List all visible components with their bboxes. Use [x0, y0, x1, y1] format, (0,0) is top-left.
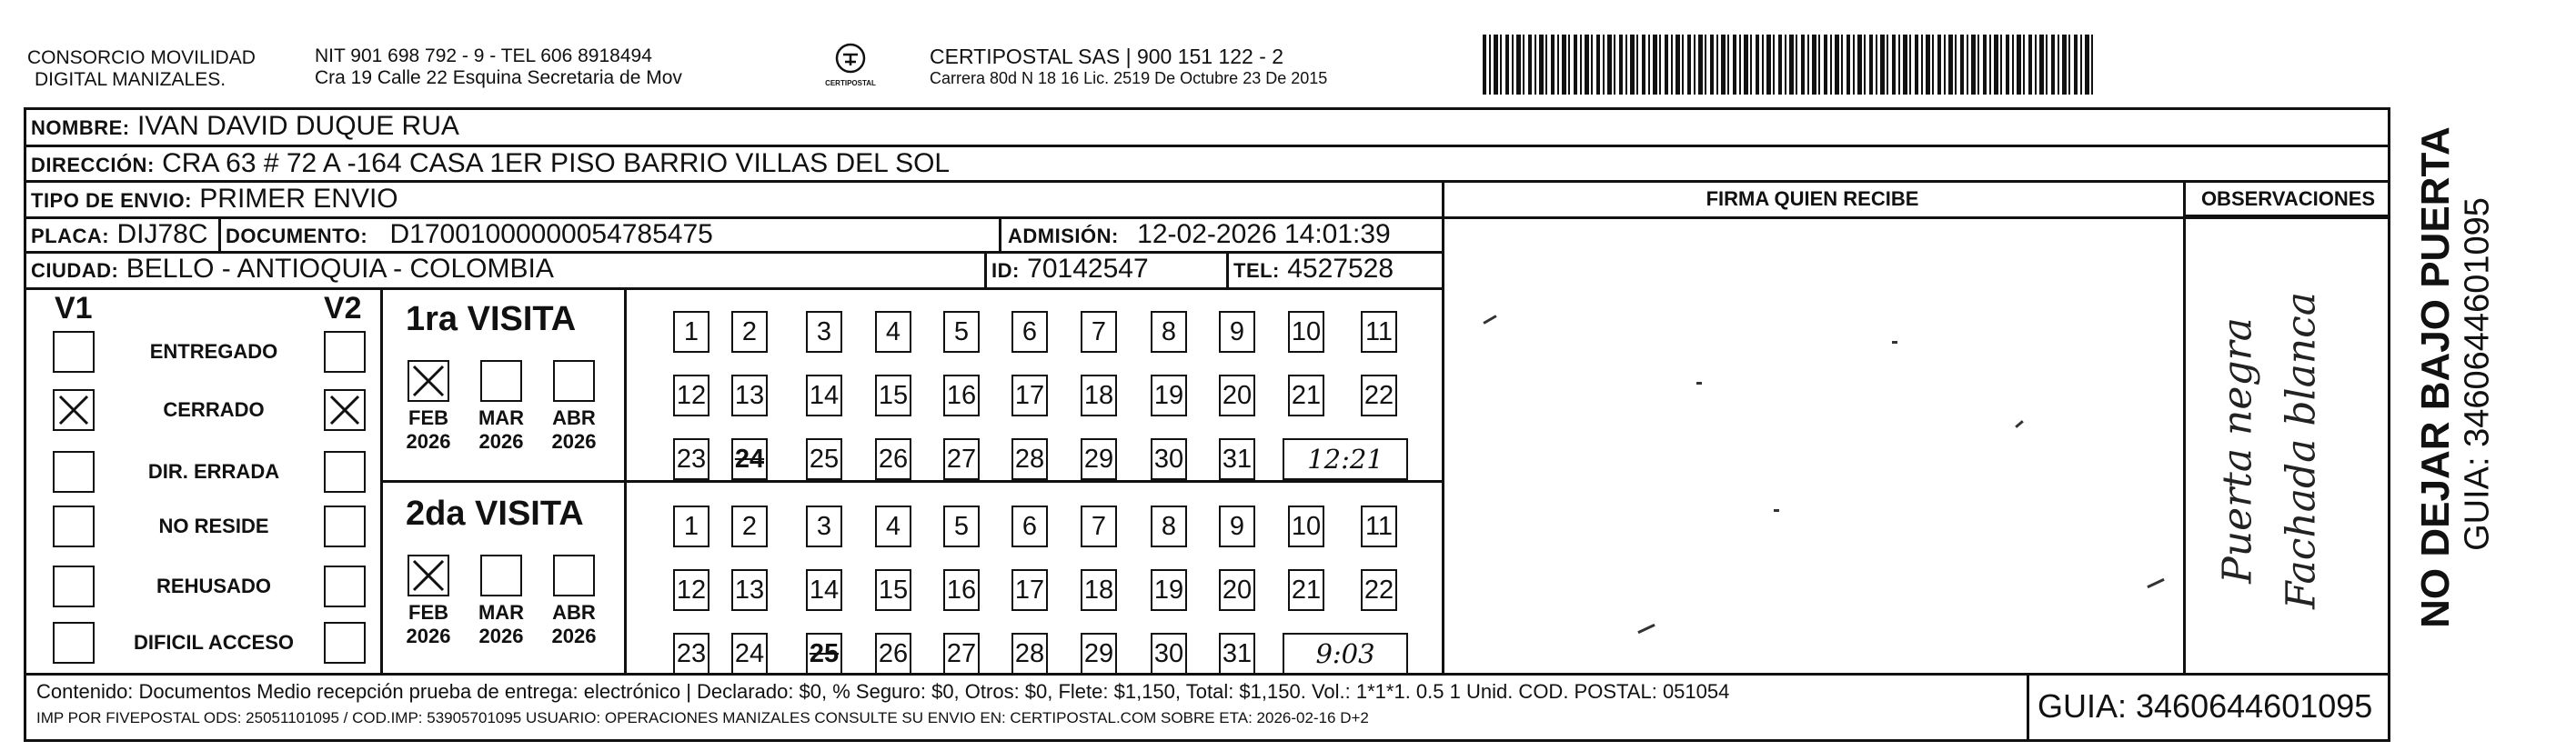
direccion-value: CRA 63 # 72 A -164 CASA 1ER PISO BARRIO VILLAS DEL SOL — [162, 148, 951, 178]
guia-divider — [2027, 673, 2029, 742]
side-no-dejar: NO DEJAR BAJO PUERTA — [2413, 126, 2458, 628]
day-box[interactable]: 4 — [875, 311, 911, 353]
month-checkbox[interactable] — [408, 360, 449, 402]
tipo-value: PRIMER ENVIO — [199, 184, 398, 214]
day-box[interactable]: 2 — [731, 311, 768, 353]
day-box[interactable]: 21 — [1288, 569, 1324, 611]
day-box[interactable]: 11 — [1361, 506, 1397, 547]
day-box[interactable]: 16 — [943, 569, 980, 611]
month-name: MAR — [478, 601, 525, 624]
day-box[interactable]: 15 — [875, 569, 911, 611]
visit-time[interactable]: 12:21 — [1283, 438, 1408, 480]
day-box[interactable]: 31 — [1219, 438, 1255, 480]
nit-info — [315, 45, 682, 89]
col-line — [218, 216, 221, 251]
day-box[interactable]: 14 — [806, 569, 842, 611]
placa-label: PLACA: — [31, 225, 110, 247]
day-box[interactable]: 26 — [875, 633, 911, 675]
tipo-label: TIPO DE ENVIO: — [31, 189, 192, 212]
day-box[interactable]: 10 — [1288, 311, 1324, 353]
obs-handwriting-2: Fachada blanca — [2278, 291, 2325, 610]
signature-mark — [1892, 341, 1897, 344]
month-name: ABR — [552, 406, 596, 429]
certipostal-logo-icon — [832, 42, 869, 75]
row-line — [24, 673, 2390, 676]
id-row — [991, 253, 1149, 287]
row-line — [24, 287, 1443, 290]
barcode — [1483, 35, 2097, 95]
status-reason-label: REHUSADO — [156, 575, 271, 597]
day-box[interactable]: 24 — [731, 438, 768, 480]
day-box[interactable]: 7 — [1081, 506, 1117, 547]
tel-label: TEL: — [1233, 259, 1280, 282]
nombre-row — [31, 109, 459, 145]
ciudad-value: BELLO - ANTIOQUIA - COLOMBIA — [126, 254, 554, 284]
v2-checkbox[interactable] — [324, 622, 366, 664]
day-box[interactable]: 9 — [1219, 311, 1255, 353]
day-box[interactable]: 15 — [875, 375, 911, 416]
day-box[interactable]: 27 — [943, 633, 980, 675]
status-reason-label: NO RESIDE — [158, 515, 269, 537]
day-box[interactable]: 4 — [875, 506, 911, 547]
month-year: 2026 — [478, 625, 524, 647]
status-reason-label: DIR. ERRADA — [147, 460, 280, 483]
month-year: 2026 — [478, 430, 524, 453]
day-box[interactable]: 10 — [1288, 506, 1324, 547]
day-box[interactable]: 28 — [1011, 438, 1048, 480]
v2-label: V2 — [324, 291, 362, 325]
logo-text: CERTIPOSTAL — [825, 79, 876, 87]
day-box[interactable]: 29 — [1081, 633, 1117, 675]
visit-title: 1ra VISITA — [406, 300, 577, 338]
month-name: ABR — [552, 601, 596, 624]
day-box[interactable]: 6 — [1011, 311, 1048, 353]
v2-checkbox[interactable] — [324, 331, 366, 373]
tel-value: 4527528 — [1287, 254, 1394, 284]
v1-checkbox[interactable] — [53, 451, 95, 493]
admision-row — [1008, 218, 1391, 253]
nombre-value: IVAN DAVID DUQUE RUA — [136, 111, 459, 141]
side-guia: GUIA: 3460644601095 — [2458, 197, 2497, 551]
certipostal-info — [930, 45, 1327, 89]
visit-title: 2da VISITA — [406, 495, 584, 533]
status-reason-label: CERRADO — [163, 398, 265, 421]
day-box[interactable]: 1 — [673, 506, 709, 547]
day-box[interactable]: 2 — [731, 506, 768, 547]
v2-checkbox[interactable] — [324, 389, 366, 431]
documento-value: D17001000000054785475 — [389, 219, 713, 249]
company-line-1: CONSORCIO MOVILIDAD — [27, 47, 256, 68]
v1-checkbox[interactable] — [53, 622, 95, 664]
v2-checkbox[interactable] — [324, 506, 366, 547]
month-year: 2026 — [406, 430, 451, 453]
v1-label: V1 — [55, 291, 93, 325]
day-box[interactable]: 23 — [673, 438, 709, 480]
firma-divider — [1442, 180, 1444, 673]
obs-divider — [2183, 180, 2186, 673]
footer-line-2: IMP POR FIVEPOSTAL ODS: 25051101095 / COD.IMP: 53905701095 USUARIO: OPERACIONES MANIZALES CONSULTE SU ENVIO EN: CERTIPOSTAL.COM SOBRE ETA: 2026-02-16 D+2 — [36, 709, 1369, 726]
documento-label: DOCUMENTO: — [226, 225, 368, 247]
day-box[interactable]: 28 — [1011, 633, 1048, 675]
admision-value: 12-02-2026 14:01:39 — [1137, 219, 1391, 249]
company-name — [27, 47, 256, 91]
day-box[interactable]: 25 — [806, 633, 842, 675]
status-reason-label: ENTREGADO — [149, 340, 278, 363]
month-checkbox[interactable] — [480, 555, 522, 596]
v1-checkbox[interactable] — [53, 566, 95, 607]
col-line — [999, 216, 1001, 251]
day-box[interactable]: 20 — [1219, 569, 1255, 611]
certi-line-1: CERTIPOSTAL SAS | 900 151 122 - 2 — [930, 45, 1284, 68]
month-year: 2026 — [551, 430, 597, 453]
col-line — [1226, 251, 1229, 287]
day-box[interactable]: 9 — [1219, 506, 1255, 547]
day-box[interactable]: 7 — [1081, 311, 1117, 353]
v2-checkbox[interactable] — [324, 566, 366, 607]
v1-checkbox[interactable] — [53, 331, 95, 373]
month-year: 2026 — [406, 625, 451, 647]
day-box[interactable]: 8 — [1151, 311, 1187, 353]
nombre-label: NOMBRE: — [31, 116, 130, 139]
month-name: MAR — [478, 406, 525, 429]
firma-label: FIRMA QUIEN RECIBE — [1706, 187, 1919, 210]
month-checkbox[interactable] — [553, 360, 595, 402]
day-box[interactable]: 29 — [1081, 438, 1117, 480]
obs-line — [2183, 215, 2390, 217]
day-box[interactable]: 26 — [875, 438, 911, 480]
obs-handwriting-1: Puerta negra — [2214, 317, 2261, 584]
month-checkbox[interactable] — [408, 555, 449, 596]
day-box[interactable]: 30 — [1151, 633, 1187, 675]
day-box[interactable]: 19 — [1151, 375, 1187, 416]
day-box[interactable]: 3 — [806, 311, 842, 353]
day-box[interactable]: 18 — [1081, 375, 1117, 416]
certipostal-logo — [814, 42, 887, 96]
day-box[interactable]: 3 — [806, 506, 842, 547]
month-checkbox[interactable] — [480, 360, 522, 402]
day-box[interactable]: 27 — [943, 438, 980, 480]
month-name: FEB — [408, 406, 448, 429]
signature-mark — [1696, 382, 1702, 385]
day-box[interactable]: 30 — [1151, 438, 1187, 480]
day-box[interactable]: 5 — [943, 506, 980, 547]
day-box[interactable]: 23 — [673, 633, 709, 675]
id-label: ID: — [991, 259, 1020, 282]
day-box[interactable]: 1 — [673, 311, 709, 353]
certi-line-2: Carrera 80d N 18 16 Lic. 2519 De Octubre 23 De 2015 — [930, 69, 1328, 87]
day-box[interactable]: 6 — [1011, 506, 1048, 547]
day-box[interactable]: 19 — [1151, 569, 1187, 611]
direccion-row — [31, 146, 950, 183]
day-box[interactable]: 11 — [1361, 311, 1397, 353]
visit-split — [380, 480, 1442, 483]
guia-box: GUIA: 3460644601095 — [2038, 687, 2373, 725]
v1-checkbox[interactable] — [53, 506, 95, 547]
company-line-2: DIGITAL MANIZALES. — [35, 69, 226, 90]
day-box[interactable]: 5 — [943, 311, 980, 353]
obs-label: OBSERVACIONES — [2200, 187, 2376, 210]
day-box[interactable]: 12 — [673, 375, 709, 416]
col-line — [984, 251, 987, 287]
month-checkbox[interactable] — [553, 555, 595, 596]
day-box[interactable]: 17 — [1011, 569, 1048, 611]
day-box[interactable]: 21 — [1288, 375, 1324, 416]
id-value: 70142547 — [1027, 254, 1149, 284]
ciudad-row — [31, 253, 554, 287]
v2-checkbox[interactable] — [324, 451, 366, 493]
month-name: FEB — [408, 601, 448, 624]
day-box[interactable]: 13 — [731, 375, 768, 416]
nit-line-1: NIT 901 698 792 - 9 - TEL 606 8918494 — [315, 45, 652, 66]
direccion-label: DIRECCIÓN: — [31, 154, 155, 176]
tipo-row — [31, 182, 398, 218]
day-box[interactable]: 25 — [806, 438, 842, 480]
ciudad-label: CIUDAD: — [31, 259, 119, 282]
placa-value: DIJ78C — [116, 219, 208, 249]
day-box[interactable]: 18 — [1081, 569, 1117, 611]
signature-mark — [1774, 509, 1779, 512]
visit-time[interactable]: 9:03 — [1283, 633, 1408, 675]
day-box[interactable]: 13 — [731, 569, 768, 611]
day-box[interactable]: 31 — [1219, 633, 1255, 675]
placa-row — [31, 218, 208, 253]
nit-line-2: Cra 19 Calle 22 Esquina Secretaria de Mov — [315, 67, 682, 88]
day-box[interactable]: 22 — [1361, 375, 1397, 416]
tel-row — [1233, 253, 1394, 287]
documento-row — [226, 218, 713, 253]
day-box[interactable]: 17 — [1011, 375, 1048, 416]
status-reason-label: DIFICIL ACCESO — [133, 631, 294, 654]
day-box[interactable]: 20 — [1219, 375, 1255, 416]
day-box[interactable]: 8 — [1151, 506, 1187, 547]
day-box[interactable]: 24 — [731, 633, 768, 675]
day-box[interactable]: 14 — [806, 375, 842, 416]
day-box[interactable]: 12 — [673, 569, 709, 611]
day-box[interactable]: 16 — [943, 375, 980, 416]
month-year: 2026 — [551, 625, 597, 647]
footer-line-1: Contenido: Documentos Medio recepción prueba de entrega: electrónico | Declarado: $0, % Seguro: $0, Otros: $0, Flete: $1,150, Total: $1,150. Vol.: 1*1*1. 0.5 1 Unid. COD. POSTAL: 051054 — [36, 680, 1730, 703]
day-box[interactable]: 22 — [1361, 569, 1397, 611]
admision-label: ADMISIÓN: — [1008, 225, 1119, 247]
v1-checkbox[interactable] — [53, 389, 95, 431]
